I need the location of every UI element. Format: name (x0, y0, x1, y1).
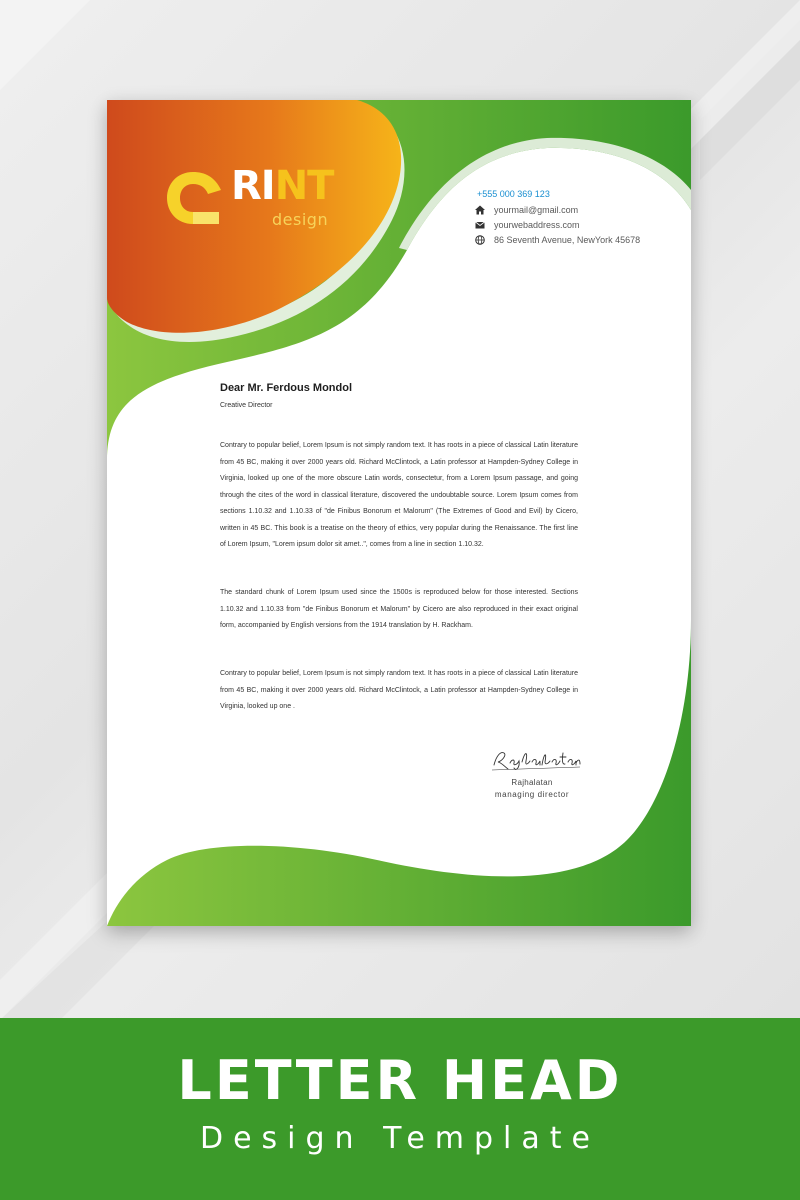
handwritten-signature (490, 747, 582, 773)
home-icon (475, 205, 485, 215)
letter-paragraph-3: Contrary to popular belief, Lorem Ipsum is not simply random text. It has roots in a piece of classical Latin literature from 45 BC, making it over 2000 years old. Richard McClintock, a Latin professor at Hampden-Sydney College in Virginia, looked up one . (220, 670, 578, 710)
contact-website-row (475, 220, 580, 230)
logo-word-yellow: NT (274, 163, 334, 209)
logo-subtitle: design (272, 210, 329, 229)
contact-website: yourwebaddress.com (494, 220, 580, 230)
logo-word-white: RI (231, 163, 275, 209)
recipient-name: Dear Mr. Ferdous Mondol (220, 382, 353, 394)
contact-phone: +555 000 369 123 (477, 189, 550, 199)
contact-address: 86 Seventh Avenue, NewYork 45678 (494, 235, 641, 245)
letterhead-page (107, 100, 691, 926)
banner-subtitle: Design Template (199, 1121, 600, 1156)
banner-title: LETTER HEAD (177, 1049, 623, 1112)
signer-role: managing director (494, 790, 570, 799)
contact-email: yourmail@gmail.com (494, 205, 579, 215)
contact-email-row (475, 205, 578, 215)
globe-icon (475, 235, 485, 245)
contact-address-row (475, 235, 640, 245)
signer-name: Rajhalatan (511, 778, 553, 787)
envelope-icon (475, 220, 485, 230)
c-ring-logo-icon (163, 168, 229, 228)
company-logo (163, 163, 334, 238)
letter-paragraph-2: The standard chunk of Lorem Ipsum used since the 1500s is reproduced below for those interested. Sections 1.10.32 and 1.10.33 from "de Finibus Bonorum et Malorum" by Cicero are also reproduced in their exact original form, accompanied by English versions from the 1914 translation by H. Rackham. (220, 589, 578, 629)
logo-wordmark (231, 163, 334, 209)
title-banner (0, 1018, 800, 1200)
recipient-title: Creative Director (220, 402, 273, 409)
letter-paragraph-1: Contrary to popular belief, Lorem Ipsum is not simply random text. It has roots in a piece of classical Latin literature from 45 BC, making it over 2000 years old. Richard McClintock, a Latin professor at Hampden-Sydney College in Virginia, looked up one of the more obscure Latin words, consectetur, from a Lorem Ipsum passage, and going through the cites of the word in classical literature, discovered the undoubtable source. Lorem Ipsum comes from sections 1.10.32 and 1.10.33 of "de Finibus Bonorum et Malorum" (The Extremes of Good and Evil) by Cicero, written in 45 BC. This book is a treatise on the theory of ethics, very popular during the Renaissance. The first line of Lorem Ipsum, "Lorem ipsum dolor sit amet..", comes from a line in section 1.10.32. (220, 442, 578, 548)
